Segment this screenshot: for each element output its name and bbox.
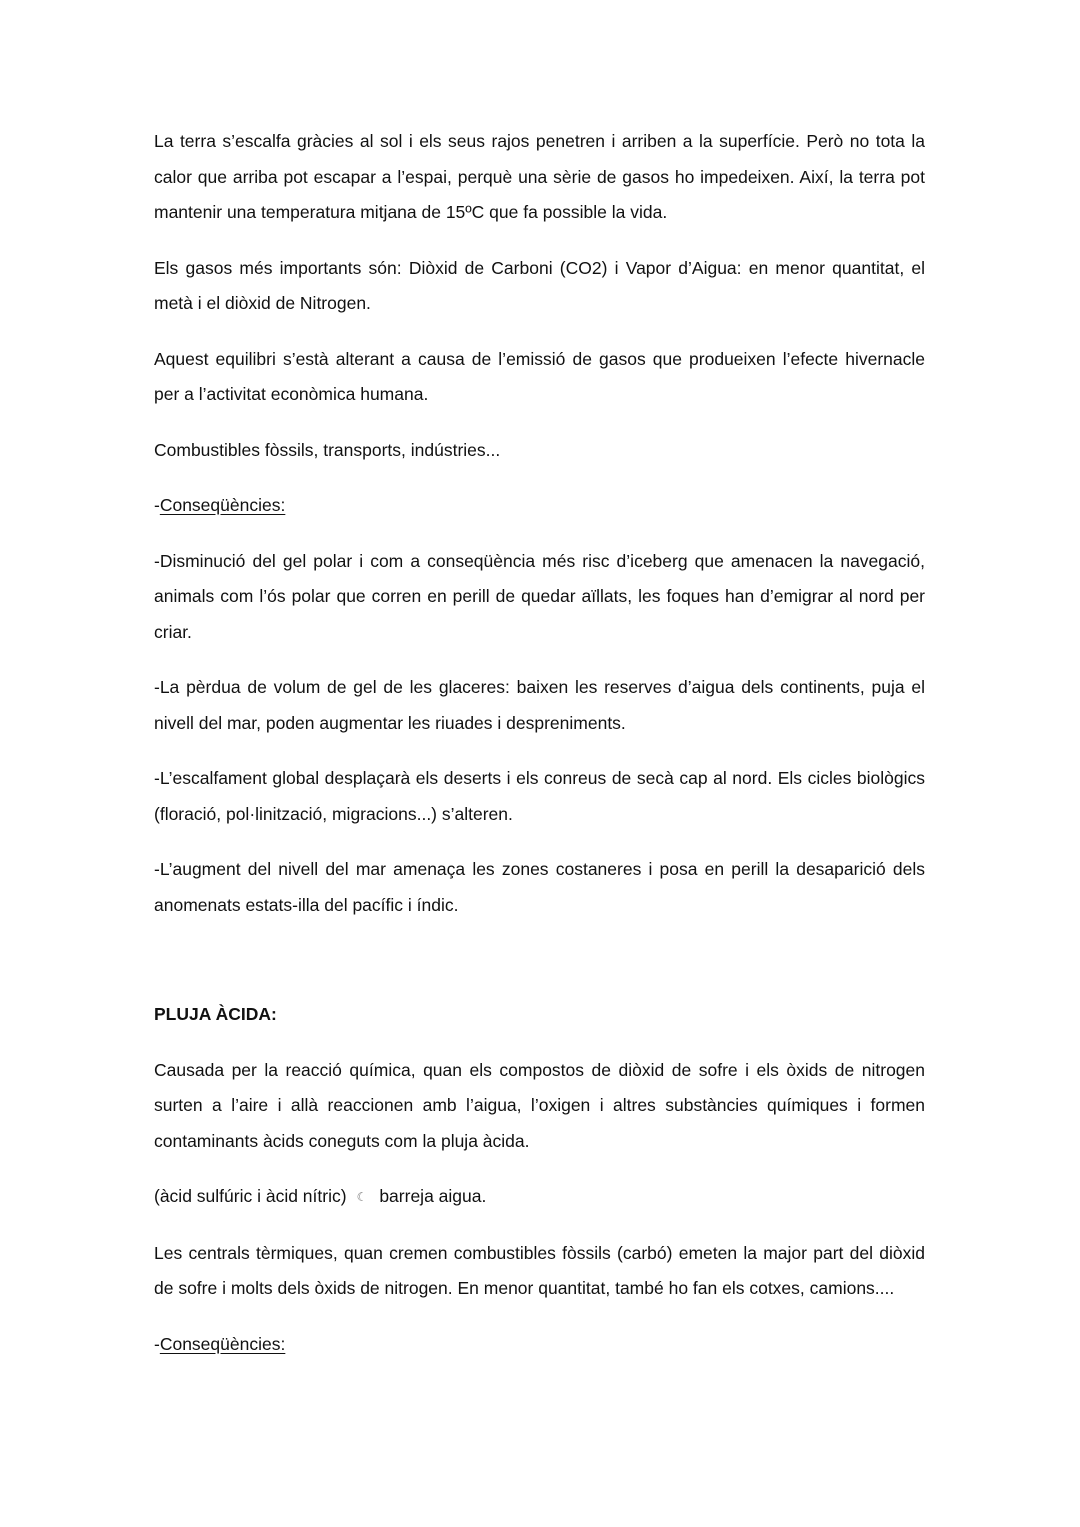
greenhouse-paragraph-3: Aquest equilibri s’està alterant a causa de l’emissió de gasos que produeixen l’efecte hivernacle per a l’activitat econòmica humana. — [154, 348, 925, 404]
consequences-prefix: - — [154, 495, 160, 515]
greenhouse-paragraph-2: Els gasos més importants són: Diòxid de Carboni (CO2) i Vapor d’Aigua: en menor quantitat, el metà i el diòxid de Nitrogen. — [154, 257, 925, 313]
greenhouse-paragraph-1: La terra s’escalfa gràcies al sol i els seus rajos penetren i arriben a la superfície. Però no tota la calor que arriba pot escapar a l’espai, perquè una sèrie de gasos ho impedeixen. Així, la terra pot mantenir una temperatura mitjana de 15ºC que fa possible la vida. — [154, 131, 925, 222]
acid-rain-paragraph-1: Causada per la reacció química, quan els compostos de diòxid de sofre i els òxids de nitrogen surten a l’aire i allà reaccionen amb l’aigua, l’oxigen i altres substàncies químiques i formen contaminants àcids coneguts com la pluja àcida. — [154, 1059, 925, 1151]
consequences-label: Conseqüències: — [159, 495, 286, 515]
acids-text: (àcid sulfúric i àcid nítric) — [154, 1186, 347, 1206]
greenhouse-consequence-2: -La pèrdua de volum de gel de les glaceres: baixen les reserves d’aigua dels continents, puja el nivell del mar, poden augmentar les riuades i despreniments. — [154, 677, 925, 733]
moon-symbol-icon: ☾ — [356, 1190, 368, 1204]
document-page — [154, 124, 925, 1382]
consequences-prefix: - — [154, 1333, 160, 1354]
greenhouse-paragraph-4: Combustibles fòssils, transports, indústries... — [154, 439, 501, 460]
greenhouse-consequence-1: -Disminució del gel polar i com a conseqüència més risc d’iceberg que amenacen la navegació, animals com l’ós polar que corren en perill de quedar aïllats, les foques han d’emigrar al nord per criar. — [154, 550, 925, 642]
mix-water-text: barreja aigua. — [379, 1186, 487, 1206]
acid-rain-heading: PLUJA ÀCIDA: — [154, 1004, 277, 1024]
greenhouse-consequences-heading — [154, 488, 925, 524]
consequences-label: Conseqüències: — [159, 1333, 286, 1354]
greenhouse-consequence-4: -L’augment del nivell del mar amenaça les zones costaneres i posa en perill la desaparició dels anomenats estats-illa del pacífic i índic. — [154, 859, 925, 915]
greenhouse-consequence-3: -L’escalfament global desplaçarà els deserts i els conreus de secà cap al nord. Els cicles biològics (floració, pol·linització, migracions...) s’alteren. — [154, 768, 925, 824]
acid-rain-consequences-heading — [154, 1327, 925, 1363]
section-spacer — [154, 943, 925, 997]
acid-rain-paragraph-3: Les centrals tèrmiques, quan cremen combustibles fòssils (carbó) emeten la major part del diòxid de sofre i molts dels òxids de nitrogen. En menor quantitat, també ho fan els cotxes, camions.... — [154, 1242, 925, 1298]
acid-rain-paragraph-2 — [154, 1179, 925, 1216]
